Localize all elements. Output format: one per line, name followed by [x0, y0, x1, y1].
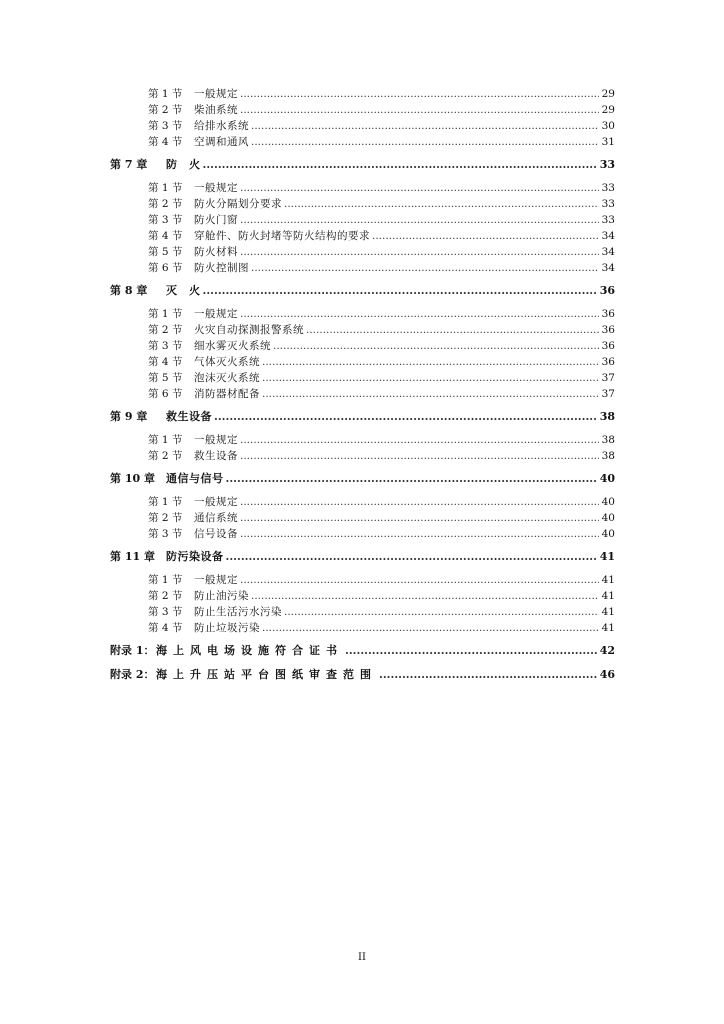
dot-leader [226, 470, 598, 488]
page-number: 31 [601, 136, 615, 148]
section-number: 第 2 节 [148, 198, 183, 210]
section-title: 通信系统 [194, 512, 238, 524]
section-number: 第 1 节 [148, 496, 183, 508]
page-number: 40 [601, 496, 615, 508]
dot-leader [203, 282, 598, 300]
page-number: 33 [601, 214, 615, 226]
page-number: 38 [601, 434, 615, 446]
page-number: 33 [601, 182, 615, 194]
dot-leader [240, 572, 599, 588]
section-number: 第 2 节 [148, 450, 183, 462]
dot-leader [273, 338, 599, 354]
section-title: 一般规定 [194, 434, 238, 446]
toc-section-row[interactable] [110, 386, 615, 402]
dot-leader [306, 322, 599, 338]
page-number: 34 [601, 262, 615, 274]
toc-section-row[interactable] [110, 448, 615, 464]
toc-chapter-row[interactable] [110, 408, 615, 426]
chapter-title: 救生设备 [166, 410, 212, 423]
page-number: 33 [599, 158, 615, 171]
section-title: 穿舱件、防火封堵等防火结构的要求 [194, 230, 370, 242]
toc-section-row[interactable] [110, 102, 615, 118]
toc-section-row[interactable] [110, 494, 615, 510]
section-number: 第 6 节 [148, 262, 183, 274]
toc-section-row[interactable] [110, 510, 615, 526]
section-title: 细水雾灭火系统 [194, 340, 271, 352]
section-number: 第 4 节 [148, 356, 183, 368]
toc-section-row[interactable] [110, 588, 615, 604]
toc-section-row[interactable] [110, 432, 615, 448]
section-number: 第 4 节 [148, 136, 183, 148]
page-number: 41 [601, 574, 615, 586]
section-number: 第 1 节 [148, 182, 183, 194]
toc-section-row[interactable] [110, 572, 615, 588]
page-number: 37 [601, 388, 615, 400]
dot-leader [240, 244, 599, 260]
page-number: 41 [599, 550, 615, 563]
dot-leader [240, 526, 599, 542]
page-number: 40 [601, 512, 615, 524]
section-number: 第 6 节 [148, 388, 183, 400]
section-number: 第 3 节 [148, 606, 183, 618]
toc-section-row[interactable] [110, 134, 615, 150]
section-number: 第 4 节 [148, 622, 183, 634]
toc-section-row[interactable] [110, 228, 615, 244]
toc-section-row[interactable] [110, 118, 615, 134]
page-number: 36 [601, 356, 615, 368]
dot-leader [240, 510, 599, 526]
page-number: 34 [601, 230, 615, 242]
toc-section-row[interactable] [110, 180, 615, 196]
section-title: 防止油污染 [194, 590, 249, 602]
dot-leader [251, 134, 599, 150]
dot-leader [372, 228, 599, 244]
section-number: 第 1 节 [148, 88, 183, 100]
dot-leader [240, 102, 599, 118]
page-number: 36 [601, 340, 615, 352]
chapter-title: 通信与信号 [166, 472, 224, 485]
dot-leader [379, 666, 598, 684]
chapter-title: 防污染设备 [166, 550, 224, 563]
page-number: 34 [601, 246, 615, 258]
dot-leader [240, 306, 599, 322]
page-number: 33 [601, 198, 615, 210]
dot-leader [240, 180, 599, 196]
dot-leader [251, 588, 599, 604]
section-title: 一般规定 [194, 182, 238, 194]
chapter-number: 第 7 章 [110, 158, 148, 171]
section-number: 第 2 节 [148, 104, 183, 116]
section-title: 一般规定 [194, 308, 238, 320]
chapter-number: 第 9 章 [110, 410, 148, 423]
section-number: 第 3 节 [148, 528, 183, 540]
appendix-title: 海上风电场设施符合证书 [156, 644, 343, 657]
dot-leader [262, 620, 599, 636]
section-number: 第 1 节 [148, 434, 183, 446]
table-of-contents [110, 86, 615, 688]
toc-section-row[interactable] [110, 306, 615, 322]
page-number: 41 [601, 606, 615, 618]
toc-section-row[interactable] [110, 338, 615, 354]
dot-leader [214, 408, 598, 426]
section-title: 空调和通风 [194, 136, 249, 148]
page-number: 29 [601, 104, 615, 116]
chapter-number: 第 8 章 [110, 284, 148, 297]
section-title: 柴油系统 [194, 104, 238, 116]
section-title: 一般规定 [194, 574, 238, 586]
toc-section-row[interactable] [110, 244, 615, 260]
dot-leader [284, 604, 599, 620]
section-title: 防火材料 [194, 246, 238, 258]
toc-section-row[interactable] [110, 196, 615, 212]
toc-section-row[interactable] [110, 322, 615, 338]
section-number: 第 2 节 [148, 324, 183, 336]
page-number: 38 [601, 450, 615, 462]
dot-leader [240, 212, 599, 228]
dot-leader [240, 432, 599, 448]
toc-chapter-row[interactable] [110, 470, 615, 488]
section-number: 第 1 节 [148, 574, 183, 586]
section-number: 第 2 节 [148, 590, 183, 602]
section-title: 火灾自动探测报警系统 [194, 324, 304, 336]
section-title: 气体灭火系统 [194, 356, 260, 368]
toc-chapter-row[interactable] [110, 548, 615, 566]
section-title: 消防器材配备 [194, 388, 260, 400]
toc-section-row[interactable] [110, 604, 615, 620]
page-number: 36 [601, 308, 615, 320]
toc-chapter-row[interactable] [110, 156, 615, 174]
toc-section-row[interactable] [110, 354, 615, 370]
section-title: 一般规定 [194, 88, 238, 100]
page-number: 42 [599, 644, 615, 657]
dot-leader [240, 448, 599, 464]
section-title: 救生设备 [194, 450, 238, 462]
appendix-title: 海上升压站平台图纸审查范围 [156, 668, 377, 681]
dot-leader [226, 548, 598, 566]
chapter-number: 第 11 章 [110, 550, 155, 563]
dot-leader [262, 354, 599, 370]
section-number: 第 3 节 [148, 214, 183, 226]
section-title: 防火分隔划分要求 [194, 198, 282, 210]
toc-section-row[interactable] [110, 370, 615, 386]
page-number: 46 [599, 668, 615, 681]
toc-chapter-row[interactable] [110, 282, 615, 300]
dot-leader [251, 118, 599, 134]
page-number: 29 [601, 88, 615, 100]
section-title: 信号设备 [194, 528, 238, 540]
section-title: 防止生活污水污染 [194, 606, 282, 618]
chapter-number: 第 10 章 [110, 472, 155, 485]
page-number: 36 [599, 284, 615, 297]
toc-section-row[interactable] [110, 260, 615, 276]
dot-leader [251, 260, 599, 276]
section-number: 第 3 节 [148, 340, 183, 352]
page-number: 30 [601, 120, 615, 132]
appendix-number: 附录 1： [110, 644, 155, 657]
dot-leader [284, 196, 599, 212]
page-number: 41 [601, 622, 615, 634]
toc-section-row[interactable] [110, 212, 615, 228]
page-number: 40 [601, 528, 615, 540]
dot-leader [240, 86, 599, 102]
page-number: 36 [601, 324, 615, 336]
chapter-title: 防 火 [166, 158, 201, 171]
section-title: 一般规定 [194, 496, 238, 508]
toc-section-row[interactable] [110, 86, 615, 102]
page-number: 41 [601, 590, 615, 602]
dot-leader [240, 494, 599, 510]
section-title: 防火控制图 [194, 262, 249, 274]
section-number: 第 5 节 [148, 372, 183, 384]
section-title: 给排水系统 [194, 120, 249, 132]
section-number: 第 5 节 [148, 246, 183, 258]
appendix-number: 附录 2： [110, 668, 155, 681]
toc-section-row[interactable] [110, 526, 615, 542]
section-number: 第 4 节 [148, 230, 183, 242]
page-footer-number: II [358, 952, 366, 963]
dot-leader [262, 370, 599, 386]
chapter-title: 灭 火 [166, 284, 201, 297]
section-number: 第 2 节 [148, 512, 183, 524]
section-number: 第 3 节 [148, 120, 183, 132]
section-title: 防火门窗 [194, 214, 238, 226]
section-title: 泡沫灭火系统 [194, 372, 260, 384]
toc-appendix-row[interactable] [110, 666, 615, 684]
page-number: 38 [599, 410, 615, 423]
section-title: 防止垃圾污染 [194, 622, 260, 634]
toc-appendix-row[interactable] [110, 642, 615, 660]
dot-leader [345, 642, 598, 660]
page-number: 40 [599, 472, 615, 485]
dot-leader [262, 386, 599, 402]
section-number: 第 1 节 [148, 308, 183, 320]
dot-leader [203, 156, 598, 174]
page-number: 37 [601, 372, 615, 384]
toc-section-row[interactable] [110, 620, 615, 636]
